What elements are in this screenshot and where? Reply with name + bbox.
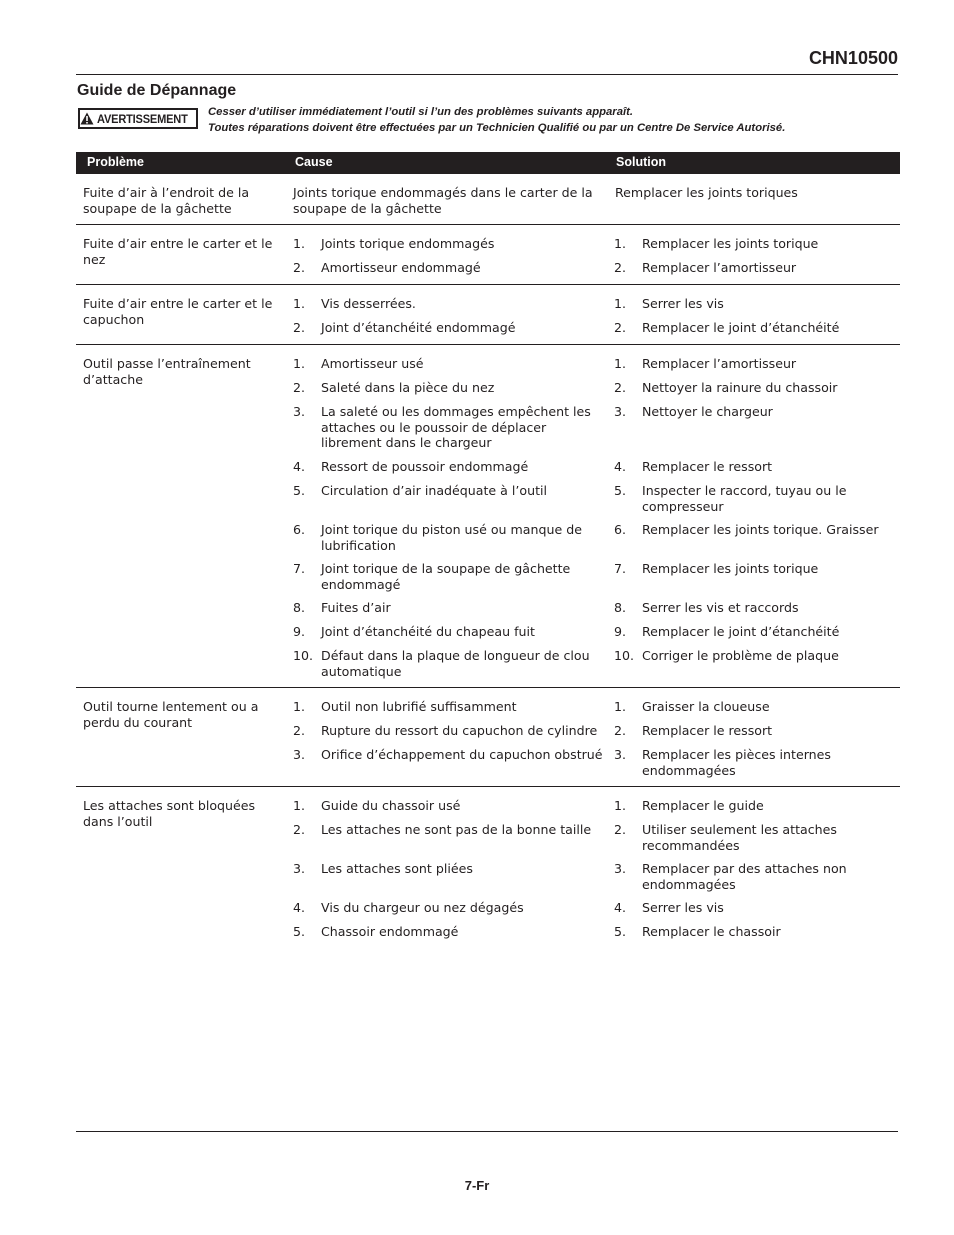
troubleshooting-table (76, 152, 900, 948)
cause-item-text: Rupture du ressort du capuchon de cylindre (321, 723, 598, 738)
cause-item-text: Les attaches ne sont pas de la bonne taille (321, 822, 592, 837)
solution-item-number: 2. (614, 822, 627, 837)
cause-item (293, 236, 610, 252)
solution-item-number: 5. (614, 483, 627, 498)
solution-item (614, 624, 896, 640)
column-header-cause: Cause (283, 152, 614, 174)
solution-item-text: Inspecter le raccord, tuyau ou le compresseur (642, 483, 847, 514)
warning-triangle-icon (80, 112, 94, 125)
cause-item-number: 5. (293, 924, 306, 939)
cause-item (293, 861, 610, 892)
cause-item-number: 4. (293, 900, 306, 915)
solution-item-text: Remplacer les pièces internes endommagées (642, 747, 831, 778)
cause-item-text: Joint d’étanchéité endommagé (321, 320, 516, 335)
solution-item-text: Serrer les vis (642, 900, 724, 915)
cause-cell (283, 787, 614, 949)
solution-item (614, 924, 896, 940)
solution-item-text: Nettoyer le chargeur (642, 404, 773, 419)
solution-item-text: Remplacer le ressort (642, 459, 773, 474)
solution-list (614, 356, 896, 679)
cause-item-number: 8. (293, 600, 306, 615)
table-body (76, 174, 900, 948)
solution-item (614, 459, 896, 475)
solution-item-text: Remplacer l’amortisseur (642, 356, 797, 371)
warning-badge (78, 108, 198, 129)
cause-item-number: 4. (293, 459, 306, 474)
solution-item-number: 9. (614, 624, 627, 639)
solution-item-text: Serrer les vis et raccords (642, 600, 799, 615)
solution-cell (614, 688, 900, 787)
cause-item-number: 2. (293, 822, 306, 837)
solution-item (614, 380, 896, 396)
solution-item (614, 404, 896, 451)
cause-list (293, 236, 610, 276)
solution-item-number: 1. (614, 236, 627, 251)
solution-list (614, 798, 896, 940)
problem-cell: Outil passe l’entraînement d’attache (76, 345, 283, 688)
table-row (76, 285, 900, 345)
solution-item-number: 4. (614, 459, 627, 474)
solution-item (614, 900, 896, 916)
solution-item-text: Remplacer le joint d’étanchéité (642, 624, 840, 639)
solution-item-number: 7. (614, 561, 627, 576)
cause-item-text: Ressort de poussoir endommagé (321, 459, 529, 474)
cause-item-number: 1. (293, 236, 306, 251)
cause-item (293, 723, 610, 739)
problem-cell: Fuite d’air entre le carter et le capuchon (76, 285, 283, 345)
solution-item (614, 561, 896, 592)
solution-cell (614, 787, 900, 949)
cause-list (293, 699, 610, 778)
solution-item-number: 3. (614, 861, 627, 876)
cause-cell: Joints torique endommagés dans le carter de la soupape de la gâchette (283, 174, 614, 225)
solution-cell (614, 225, 900, 285)
solution-item (614, 236, 896, 252)
solution-item (614, 648, 896, 679)
cause-item-number: 2. (293, 380, 306, 395)
solution-cell (614, 285, 900, 345)
solution-item-number: 2. (614, 723, 627, 738)
solution-item (614, 822, 896, 853)
cause-item-number: 1. (293, 798, 306, 813)
cause-item-text: Orifice d’échappement du capuchon obstrué (321, 747, 603, 762)
solution-item-number: 1. (614, 356, 627, 371)
cause-item-number: 1. (293, 296, 306, 311)
table-row (76, 787, 900, 949)
section-title: Guide de Dépannage (77, 82, 237, 99)
solution-item-number: 1. (614, 699, 627, 714)
cause-item-text: Amortisseur endommagé (321, 260, 481, 275)
cause-item-text: Vis desserrées. (321, 296, 416, 311)
cause-cell (283, 225, 614, 285)
solution-item-text: Utiliser seulement les attaches recommandées (642, 822, 837, 853)
cause-cell (283, 285, 614, 345)
cause-item-text: Joint d’étanchéité du chapeau fuit (321, 624, 535, 639)
solution-item (614, 522, 896, 553)
cause-item-number: 3. (293, 404, 306, 419)
cause-item (293, 798, 610, 814)
cause-item (293, 600, 610, 616)
cause-item-text: Saleté dans la pièce du nez (321, 380, 495, 395)
header-rule (76, 74, 898, 75)
cause-list (293, 798, 610, 940)
solution-item-text: Remplacer l’amortisseur (642, 260, 797, 275)
cause-item (293, 296, 610, 312)
cause-item (293, 320, 610, 336)
solution-item-text: Remplacer le chassoir (642, 924, 781, 939)
solution-item-text: Remplacer les joints torique (642, 236, 819, 251)
cause-item-text: Les attaches sont pliées (321, 861, 473, 876)
cause-item-number: 5. (293, 483, 306, 498)
solution-item (614, 798, 896, 814)
cause-item-text: Outil non lubrifié suffisamment (321, 699, 517, 714)
cause-item-number: 3. (293, 747, 306, 762)
cause-item-text: Joint torique du piston usé ou manque de lubrification (321, 522, 582, 553)
solution-item (614, 483, 896, 514)
cause-item-number: 10. (293, 648, 314, 663)
cause-item-text: Vis du chargeur ou nez dégagés (321, 900, 524, 915)
cause-item (293, 924, 610, 940)
cause-item (293, 380, 610, 396)
solution-item-number: 1. (614, 296, 627, 311)
solution-item-number: 2. (614, 260, 627, 275)
problem-cell: Outil tourne lentement ou a perdu du courant (76, 688, 283, 787)
solution-item-number: 3. (614, 747, 627, 762)
warning-line-1: Cesser d’utiliser immédiatement l’outil si l’un des problèmes suivants apparaît. (208, 106, 634, 118)
cause-item (293, 900, 610, 916)
cause-item-text: La saleté ou les dommages empêchent les attaches ou le poussoir de déplacer librement dans le chargeur (321, 404, 591, 450)
solution-list (614, 296, 896, 336)
cause-item-number: 2. (293, 260, 306, 275)
cause-item-number: 9. (293, 624, 306, 639)
solution-item (614, 356, 896, 372)
cause-cell (283, 345, 614, 688)
cause-item-text: Joints torique endommagés (321, 236, 495, 251)
page-number: 7-Fr (464, 1178, 490, 1193)
solution-item-number: 5. (614, 924, 627, 939)
cause-item (293, 561, 610, 592)
cause-item (293, 522, 610, 553)
cause-item (293, 822, 610, 853)
cause-item (293, 747, 610, 778)
warning-badge-label: AVERTISSEMENT (97, 111, 188, 126)
model-number: CHN10500 (808, 48, 898, 68)
solution-item (614, 320, 896, 336)
solution-item-number: 10. (614, 648, 635, 663)
table-row (76, 225, 900, 285)
cause-item-text: Amortisseur usé (321, 356, 424, 371)
footer-rule (76, 1131, 898, 1132)
solution-cell (614, 345, 900, 688)
cause-item-number: 3. (293, 861, 306, 876)
cause-item-number: 7. (293, 561, 306, 576)
cause-item-text: Chassoir endommagé (321, 924, 459, 939)
solution-item-number: 2. (614, 380, 627, 395)
solution-cell: Remplacer les joints toriques (614, 174, 900, 225)
solution-item-number: 3. (614, 404, 627, 419)
solution-item-text: Remplacer les joints torique (642, 561, 819, 576)
solution-item-text: Remplacer les joints torique. Graisser (642, 522, 879, 537)
cause-item (293, 260, 610, 276)
solution-item-text: Serrer les vis (642, 296, 724, 311)
solution-item-text: Corriger le problème de plaque (642, 648, 839, 663)
cause-item-text: Joint torique de la soupape de gâchette endommagé (321, 561, 571, 592)
cause-item (293, 483, 610, 514)
solution-item (614, 861, 896, 892)
solution-list (614, 699, 896, 778)
solution-item-text: Remplacer par des attaches non endommagées (642, 861, 847, 892)
solution-list (614, 236, 896, 276)
solution-item-number: 6. (614, 522, 627, 537)
problem-cell: Fuite d’air à l’endroit de la soupape de la gâchette (76, 174, 283, 225)
solution-item-number: 2. (614, 320, 627, 335)
column-header-solution: Solution (614, 152, 900, 174)
cause-item-text: Circulation d’air inadéquate à l’outil (321, 483, 548, 498)
problem-cell: Fuite d’air entre le carter et le nez (76, 225, 283, 285)
cause-item-text: Défaut dans la plaque de longueur de clou automatique (321, 648, 590, 679)
warning-message (208, 104, 785, 136)
solution-item-number: 4. (614, 900, 627, 915)
solution-item-text: Remplacer le joint d’étanchéité (642, 320, 840, 335)
cause-cell (283, 688, 614, 787)
solution-item-text: Remplacer le ressort (642, 723, 773, 738)
cause-item (293, 404, 610, 451)
cause-item-number: 1. (293, 356, 306, 371)
table-header-row (76, 152, 900, 174)
cause-item (293, 699, 610, 715)
cause-item (293, 624, 610, 640)
table-row (76, 345, 900, 688)
table-row (76, 688, 900, 787)
column-header-problem: Problème (76, 152, 283, 174)
cause-item (293, 356, 610, 372)
cause-item-number: 1. (293, 699, 306, 714)
cause-item (293, 459, 610, 475)
solution-item (614, 260, 896, 276)
cause-item-text: Fuites d’air (321, 600, 391, 615)
solution-item-number: 1. (614, 798, 627, 813)
cause-list (293, 356, 610, 679)
cause-item-number: 2. (293, 320, 306, 335)
solution-item-text: Graisser la cloueuse (642, 699, 770, 714)
cause-list (293, 296, 610, 336)
solution-item-text: Remplacer le guide (642, 798, 764, 813)
solution-item-number: 8. (614, 600, 627, 615)
table-row (76, 174, 900, 225)
warning-line-2: Toutes réparations doivent être effectuées par un Technicien Qualifié ou par un Centre De Service Autorisé. (208, 122, 786, 134)
solution-item (614, 747, 896, 778)
solution-item (614, 296, 896, 312)
solution-item (614, 600, 896, 616)
solution-item (614, 723, 896, 739)
solution-item (614, 699, 896, 715)
cause-item (293, 648, 610, 679)
cause-item-number: 2. (293, 723, 306, 738)
cause-item-text: Guide du chassoir usé (321, 798, 461, 813)
problem-cell: Les attaches sont bloquées dans l’outil (83, 798, 256, 829)
cause-item-number: 6. (293, 522, 306, 537)
solution-item-text: Nettoyer la rainure du chassoir (642, 380, 838, 395)
